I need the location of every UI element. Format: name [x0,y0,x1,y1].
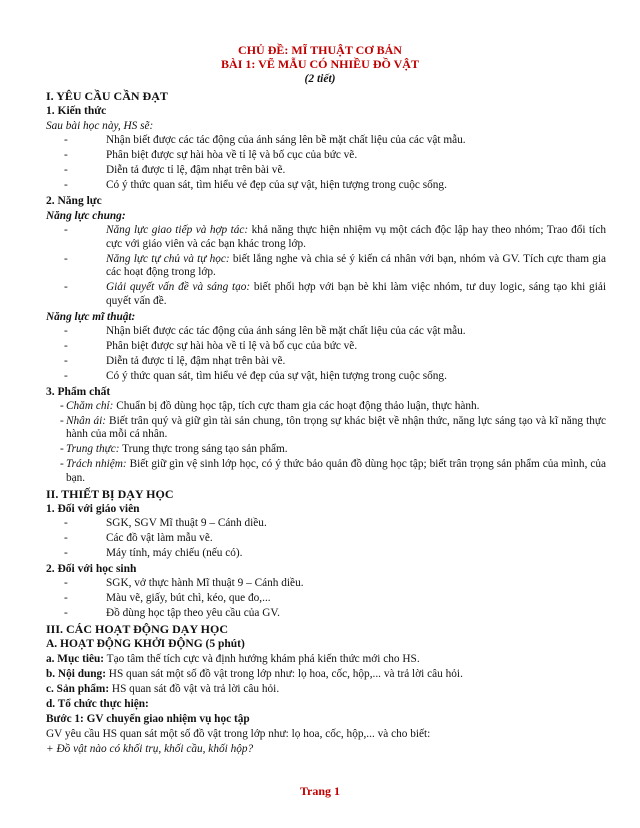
list-item: - Có ý thức quan sát, tìm hiểu vẻ đẹp của sự vật, hiện tượng trong cuộc sống. [106,179,606,193]
item-text: Biết trân quý và giữ gìn tài sản chung, tôn trọng sự khác biệt về nhận thức, năng lực sáng tạo và kĩ năng thực hành của mỗi cá nhân. [66,414,606,441]
activity-heading: A. HOẠT ĐỘNG KHỞI ĐỘNG (5 phút) [46,637,245,650]
teacher-heading: 1. Đối với giáo viên [46,502,140,515]
document-body [46,89,606,757]
list-item: - Diễn tả được tỉ lệ, đậm nhạt trên bài vẽ. [106,355,606,369]
list-item: - Đồ dùng học tập theo yêu cầu của GV. [106,607,606,621]
product-line [46,682,606,697]
art-competence-heading: Năng lực mĩ thuật: [46,310,136,323]
general-competence-list [46,224,606,308]
organization-heading: d. Tổ chức thực hiện: [46,697,149,710]
list-item: - Diễn tả được tỉ lệ, đậm nhạt trên bài vẽ. [106,164,606,178]
topic-title: CHỦ ĐỀ: MĨ THUẬT CƠ BẢN [238,43,402,57]
lesson-duration: (2 tiết) [304,73,336,85]
content-text: HS quan sát một số đồ vật trong lớp như: lọ hoa, cốc, hộp,... và trả lời câu hỏi. [105,667,463,680]
list-item [66,458,606,485]
general-competence-heading: Năng lực chung: [46,209,126,222]
page-number: Trang 1 [299,784,341,798]
product-label: c. Sản phẩm: [46,682,110,695]
list-item [66,400,606,414]
list-item: - SGK, vở thực hành Mĩ thuật 9 – Cánh diều. [106,577,606,591]
item-text: biết phối hợp với bạn bè khi làm việc nhóm, tư duy logic, sáng tạo khi giải quyết vấn đề. [106,281,606,307]
item-label: Nhân ái: [66,414,107,427]
qualities-list [46,400,606,486]
student-list [46,577,606,621]
qualities-heading: 3. Phẩm chất [46,385,111,398]
section-3-heading: III. CÁC HOẠT ĐỘNG DẠY HỌC [46,621,229,636]
step-1-text: GV yêu cầu HS quan sát một số đồ vật trong lớp như: lọ hoa, cốc, hộp,... và cho biết: [46,727,431,740]
section-2-heading: II. THIẾT BỊ DẠY HỌC [46,486,174,501]
content-line [46,667,606,682]
content-label: b. Nội dung: [46,667,106,680]
item-text: Trung thực trong sáng tạo sản phẩm. [119,443,288,456]
list-item: - Máy tính, máy chiếu (nếu có). [106,547,606,561]
list-item: - Nhận biết được các tác động của ánh sáng lên bề mặt chất liệu của các vật mẫu. [106,325,606,339]
question-text: + Đồ vật nào có khối trụ, khối cầu, khối hộp? [46,742,254,755]
item-text: Chuẩn bị đồ dùng học tập, tích cực tham gia các hoạt động thảo luận, thực hành. [113,399,480,412]
list-item: - Phân biệt được sự hài hòa về tỉ lệ và bố cục của bức vẽ. [106,149,606,163]
list-item [106,281,606,308]
list-item [106,253,606,280]
list-item: - Phân biệt được sự hài hòa về tỉ lệ và bố cục của bức vẽ. [106,340,606,354]
goal-label: a. Mục tiêu: [46,652,105,665]
list-item: - SGK, SGV Mĩ thuật 9 – Cánh diều. [106,517,606,531]
item-label: Chăm chỉ: [66,399,114,412]
item-label: Trách nhiệm: [66,458,127,471]
knowledge-intro: Sau bài học này, HS sẽ: [46,120,154,132]
item-label: Giải quyết vấn đề và sáng tạo: [106,281,251,294]
item-text: khả năng thực hiện nhiệm vụ một cách độc lập hay theo nhóm; Trao đổi tích cực với giáo viên và các bạn khác trong lớp. [106,223,606,250]
student-heading: 2. Đối với học sinh [46,562,137,575]
competence-heading: 2. Năng lực [46,194,102,207]
list-item: - Các đồ vật làm mẫu vẽ. [106,532,606,546]
item-text: Biết giữ gìn vệ sinh lớp học, có ý thức bảo quản đồ dùng học tập; biết trân trọng sản phẩm của mình, của bạn. [66,458,606,484]
goal-line [46,652,606,667]
list-item: - Màu vẽ, giấy, bút chì, kéo, que đo,... [106,592,606,606]
list-item [66,415,606,442]
goal-text: Tạo tâm thế tích cực và định hướng khám phá kiến thức mới cho HS. [104,652,420,665]
step-1-heading: Bước 1: GV chuyển giao nhiệm vụ học tập [46,712,250,725]
section-1-heading: I. YÊU CẦU CẦN ĐẠT [46,89,168,103]
art-competence-list [46,325,606,384]
list-item [106,224,606,251]
list-item: - Nhận biết được các tác động của ánh sáng lên bề mặt chất liệu của các vật mẫu. [106,134,606,148]
item-label: Năng lực giao tiếp và hợp tác: [106,223,249,236]
knowledge-heading: 1. Kiến thức [46,105,107,117]
product-text: HS quan sát đồ vật và trả lời câu hỏi. [109,682,280,695]
list-item [66,443,606,457]
item-label: Trung thực: [66,443,120,456]
lesson-title: BÀI 1: VẼ MẪU CÓ NHIỀU ĐỒ VẬT [221,57,419,71]
knowledge-list [46,134,606,193]
item-text: biết lắng nghe và chia sẻ ý kiến cá nhân với bạn, nhóm và GV. Tích cực tham gia các hoạt động trong lớp. [106,252,607,279]
list-item: - Có ý thức quan sát, tìm hiểu vẻ đẹp của sự vật, hiện tượng trong cuộc sống. [106,370,606,384]
item-label: Năng lực tự chủ và tự học: [106,252,230,265]
teacher-list [46,517,606,561]
